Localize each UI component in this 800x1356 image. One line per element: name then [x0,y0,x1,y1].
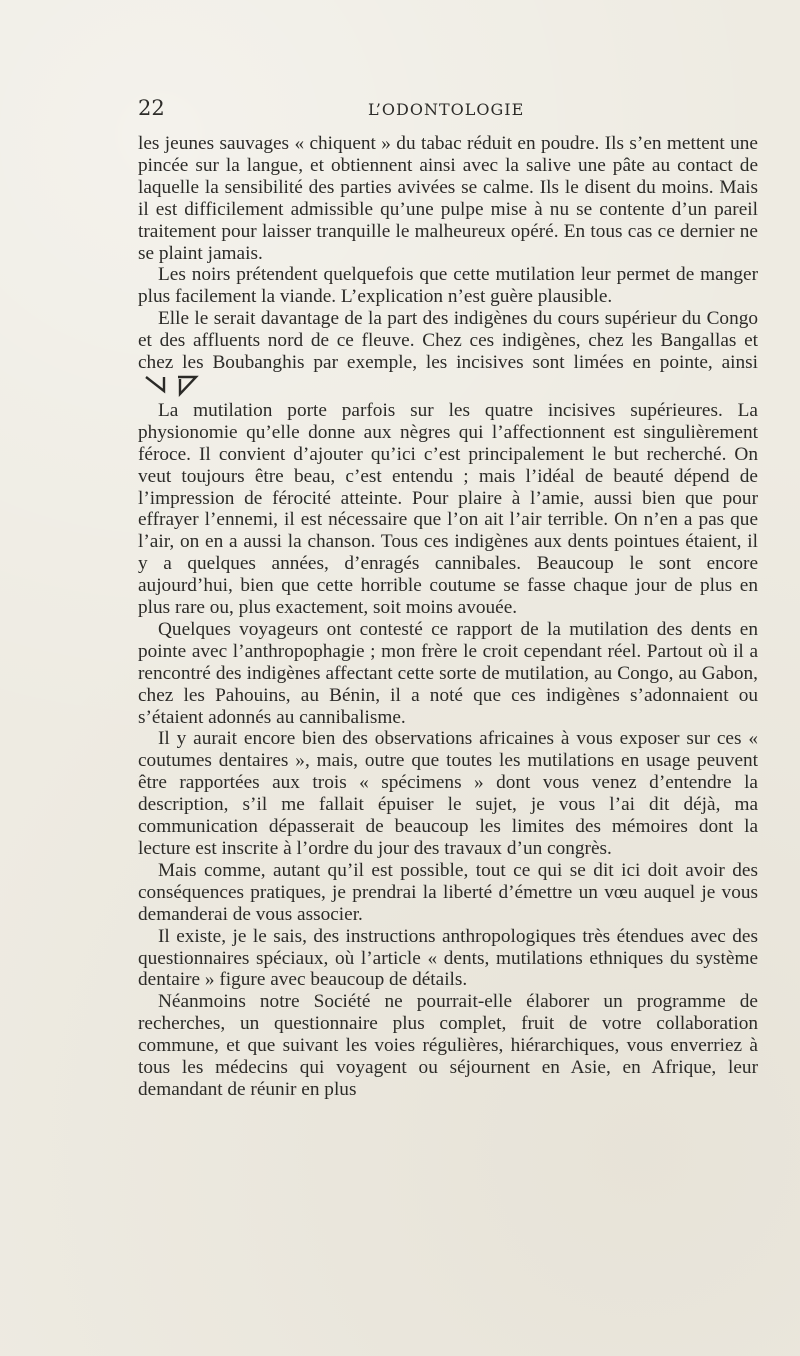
paragraph: les jeunes sauvages « chiquent » du tabac réduit en poudre. Ils s’en mettent une pincée sur la langue, et obtiennent ainsi avec la salive une pâte au contact de laquelle la sensibilité des parties avivées se calme. Ils le disent du moins. Mais il est difficilement admissible qu’une pulpe mise à nu se contente d’un pareil traitement pour laisser tranquille le malheureux opéré. En tous cas ce dernier ne se plaint jamais. [138,133,758,264]
pointed-teeth-icon [144,374,200,398]
paragraph: Il y aurait encore bien des observations africaines à vous exposer sur ces « coutumes dentaires », mais, outre que toutes les mutilations en usage peuvent être rapportées aux trois « spécimens » dont vous venez d’entendre la description, s’il me fallait épuiser le sujet, je vous l’ai dit déjà, ma communication dépasserait de beaucoup les limites des mémoires dont la lecture est inscrite à l’ordre du jour des travaux d’un congrès. [138,728,758,859]
paragraph: Mais comme, autant qu’il est possible, tout ce qui se dit ici doit avoir des conséquences pratiques, je prendrai la liberté d’émettre un vœu auquel je vous demanderai de vous associer. [138,859,758,925]
paragraph: Quelques voyageurs ont contesté ce rapport de la mutilation des dents en pointe avec l’anthropophagie ; mon frère le croit cependant réel. Partout où il a rencontré des indigènes affectant cette sorte de mutilation, au Congo, au Gabon, chez les Pahouins, au Bénin, il a noté que ces indigènes s’adonnaient ou s’étaient adonnés au cannibalisme. [138,618,758,728]
paragraph: Néanmoins notre Société ne pourrait-elle élaborer un programme de recherches, un questionnaire plus complet, fruit de votre collaboration commune, et que suivant les voies régulières, hiérarchiques, vous enverriez à tous les médecins qui voyagent ou séjournent en Asie, en Afrique, leur demandant de réunir en plus [138,991,758,1100]
page-number: 22 [138,96,165,120]
paragraph-with-figure [138,308,758,400]
paragraph: Les noirs prétendent quelquefois que cette mutilation leur permet de manger plus facilement la viande. L’explication n’est guère plausible. [138,264,758,308]
body-text [138,133,758,1101]
paragraph-text: Elle le serait davantage de la part des indigènes du cours supérieur du Congo et des affluents nord de ce fleuve. Chez ces indigènes, chez les Bangallas et chez les Boubanghis par exemple, les incisives sont limées en pointe, ainsi [138,308,758,374]
page-header [138,96,758,126]
paragraph: Il existe, je le sais, des instructions anthropologiques très étendues avec des questionnaires spéciaux, où l’article « dents, mutilations ethniques du système dentaire » figure avec beaucoup de détails. [138,925,758,991]
running-title: L’ODONTOLOGIE [368,100,525,119]
paragraph: La mutilation porte parfois sur les quatre incisives supérieures. La physionomie qu’elle donne aux nègres qui l’affectionnent est singulièrement féroce. Il convient d’ajouter qu’ici c’est principalement le but recherché. On veut toujours être beau, c’est entendu ; mais l’idéal de beauté dépend de l’impression de férocité atteinte. Pour plaire à l’amie, aussi bien que pour effrayer l’ennemi, il est nécessaire que l’on ait l’air terrible. On n’en a pas que l’air, on en a aussi la chanson. Tous ces indigènes aux dents pointues étaient, il y a quelques années, d’enragés cannibales. Beaucoup le sont encore aujourd’hui, bien que cette horrible coutume se fasse chaque jour de plus en plus rare ou, plus exactement, soit moins avouée. [138,399,758,619]
